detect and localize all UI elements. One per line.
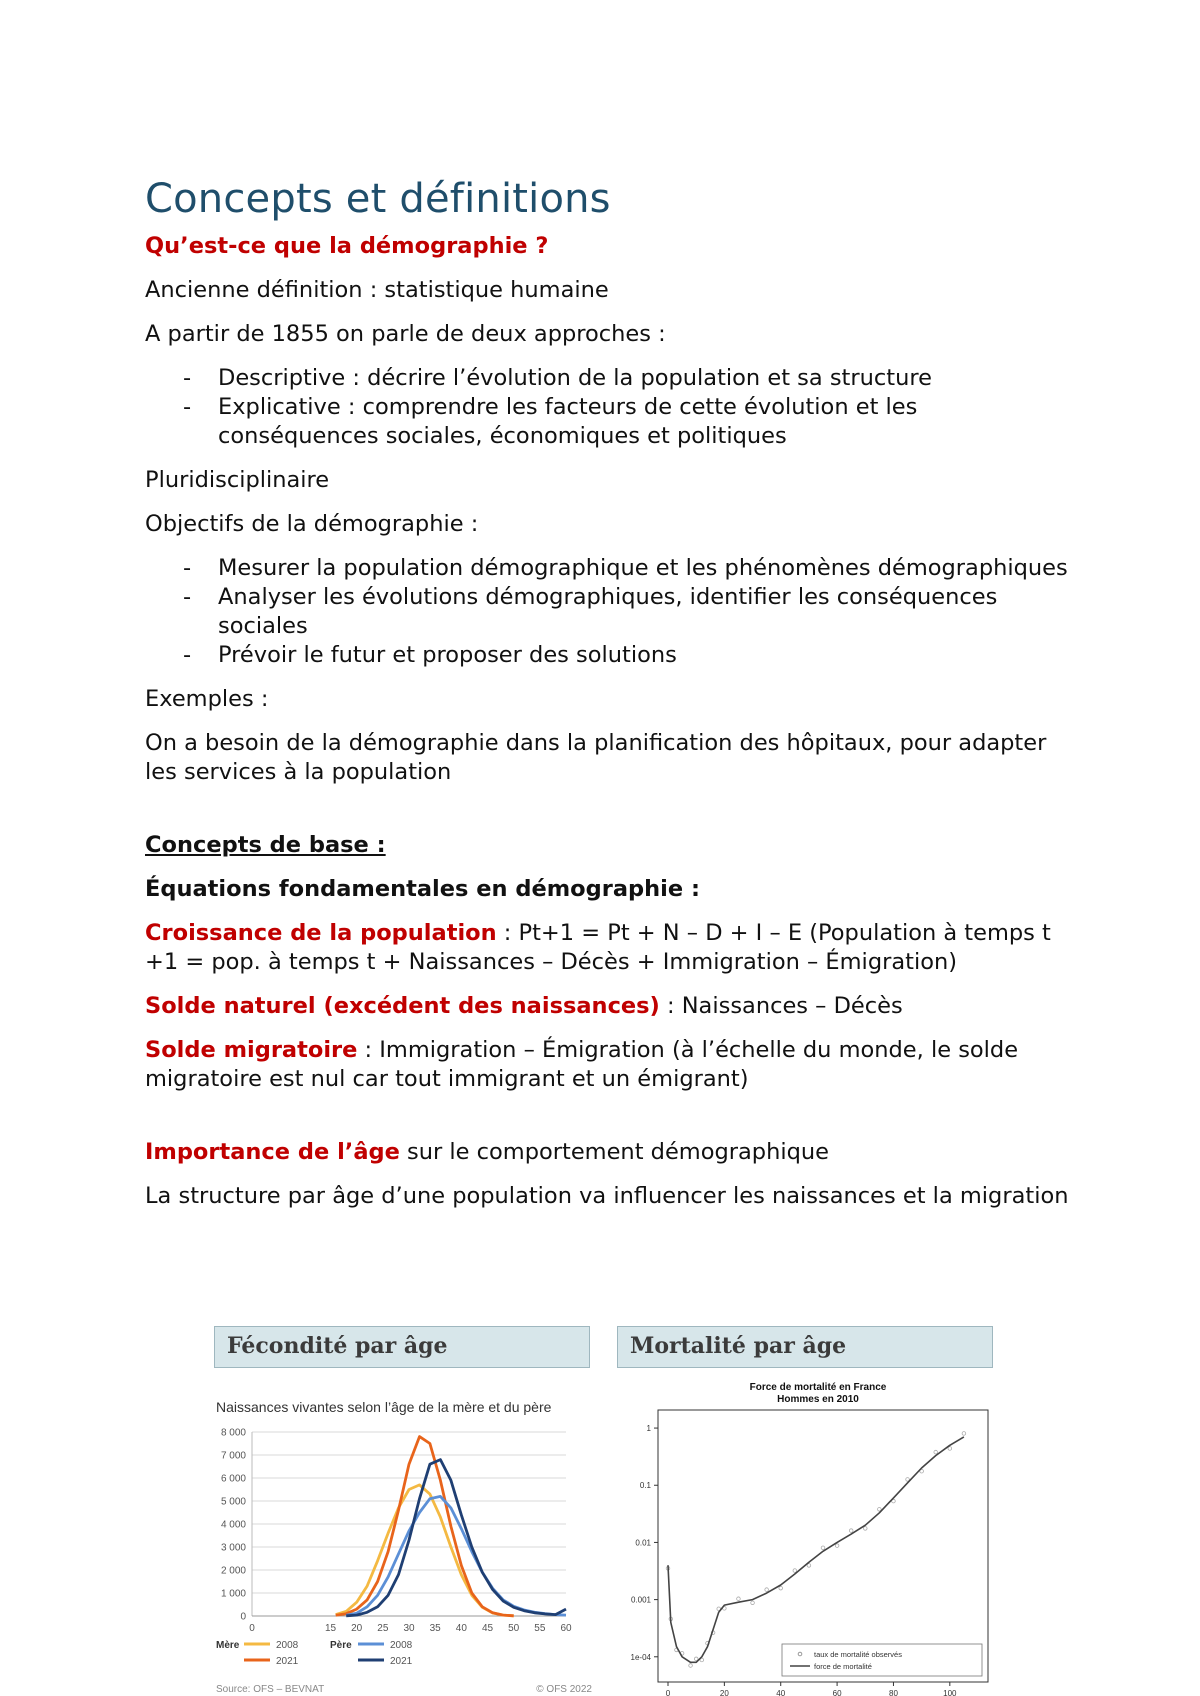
- legend-group-label: Père: [330, 1640, 352, 1651]
- x-tick-label: 25: [377, 1623, 389, 1634]
- fecundity-header: Fécondité par âge: [214, 1326, 590, 1368]
- observed-point: [779, 1586, 783, 1590]
- x-tick-label: 60: [560, 1623, 572, 1634]
- chart-title: Force de mortalité en France: [749, 1382, 887, 1393]
- mortality-header: Mortalité par âge: [617, 1326, 993, 1368]
- y-tick-label: 5 000: [220, 1496, 246, 1508]
- document-body: [145, 176, 1085, 1226]
- observed-point: [849, 1529, 853, 1533]
- objectives-intro: Objectifs de la démographie :: [145, 511, 479, 537]
- list-item: - Prévoir le futur et proposer des solutions: [145, 641, 1085, 670]
- legend-box: [782, 1644, 982, 1676]
- legend-group-label: Mère: [216, 1640, 240, 1651]
- legend-label: force de mortalité: [814, 1662, 872, 1671]
- x-tick-label: 30: [403, 1623, 415, 1634]
- approaches-list: [145, 364, 1085, 451]
- x-tick-label: 0: [665, 1689, 671, 1696]
- natural-definition: : Naissances – Décès: [659, 993, 903, 1019]
- legend-label: 2021: [390, 1656, 413, 1667]
- legend-label: taux de mortalité observés: [814, 1650, 902, 1659]
- legend-label: 2008: [390, 1640, 413, 1651]
- observed-point: [751, 1601, 755, 1605]
- x-tick-label: 15: [324, 1623, 337, 1634]
- y-tick-label: 1 000: [220, 1588, 246, 1600]
- objectives-list: [145, 554, 1085, 670]
- page-title: Concepts et définitions: [145, 176, 611, 222]
- x-tick-label: 40: [776, 1689, 786, 1696]
- section-heading-demography: Qu’est-ce que la démographie ?: [145, 233, 549, 259]
- natural-term: Solde naturel (excédent des naissances): [145, 993, 660, 1019]
- series-line: [668, 1437, 964, 1662]
- list-item: - Descriptive : décrire l’évolution de la population et sa structure: [145, 364, 1085, 393]
- y-tick-label: 0: [240, 1611, 246, 1623]
- y-tick-label: 0.01: [635, 1538, 651, 1548]
- observed-point: [821, 1546, 825, 1550]
- examples-label: Exemples :: [145, 686, 269, 712]
- observed-point: [934, 1450, 938, 1454]
- observed-point: [962, 1432, 966, 1436]
- y-tick-label: 1e-04: [630, 1652, 651, 1662]
- old-definition: Ancienne définition : statistique humaine: [145, 277, 609, 303]
- growth-paragraph: [145, 919, 1085, 977]
- chart-copyright: © OFS 2022: [536, 1684, 592, 1695]
- x-tick-label: 50: [508, 1623, 520, 1634]
- observed-point: [793, 1569, 797, 1573]
- x-tick-label: 20: [719, 1689, 729, 1696]
- pluridisciplinary: Pluridisciplinaire: [145, 467, 330, 493]
- migration-definition: : Immigration – Émigration (à l’échelle du monde, le solde migratoire est nul car tout immigrant et un émigrant): [145, 1037, 1019, 1092]
- mortality-chart: [622, 1376, 994, 1696]
- migration-term: Solde migratoire: [145, 1037, 358, 1063]
- chart-title: Hommes en 2010: [777, 1394, 859, 1405]
- age-paragraph: [145, 1138, 1085, 1167]
- fecundity-chart: [204, 1376, 594, 1696]
- y-tick-label: 8 000: [220, 1427, 246, 1439]
- age-definition: sur le comportement démographique: [399, 1139, 829, 1165]
- natural-paragraph: [145, 992, 1085, 1021]
- y-tick-label: 2 000: [220, 1565, 246, 1577]
- age-structure: La structure par âge d’une population va influencer les naissances et la migration: [145, 1183, 1069, 1209]
- legend-label: 2008: [276, 1640, 299, 1651]
- growth-term: Croissance de la population: [145, 920, 497, 946]
- chart-title: Naissances vivantes selon l’âge de la mère et du père: [216, 1399, 552, 1415]
- spacer: [145, 1109, 1085, 1138]
- series-line: [336, 1437, 514, 1616]
- section-heading-base-concepts: Concepts de base :: [145, 832, 386, 858]
- x-tick-label: 0: [249, 1623, 255, 1634]
- y-tick-label: 7 000: [220, 1450, 246, 1462]
- list-item: - Analyser les évolutions démographiques, identifier les conséquences sociales: [145, 583, 1085, 641]
- x-tick-label: 80: [889, 1689, 898, 1696]
- example-text: On a besoin de la démographie dans la planification des hôpitaux, pour adapter les services à la population: [145, 730, 1047, 785]
- approaches-intro: A partir de 1855 on parle de deux approches :: [145, 321, 666, 347]
- legend-label: 2021: [276, 1656, 299, 1667]
- observed-point: [765, 1588, 769, 1592]
- x-tick-label: 20: [351, 1623, 363, 1634]
- migration-paragraph: [145, 1036, 1085, 1094]
- y-tick-label: 6 000: [220, 1473, 246, 1485]
- y-tick-label: 1: [646, 1424, 651, 1434]
- list-item: - Explicative : comprendre les facteurs de cette évolution et les conséquences sociales, économiques et politiques: [145, 393, 1085, 451]
- list-item: - Mesurer la population démographique et les phénomènes démographiques: [145, 554, 1085, 583]
- y-tick-label: 3 000: [220, 1542, 246, 1554]
- chart-source: Source: OFS – BEVNAT: [216, 1684, 325, 1695]
- age-term: Importance de l’âge: [145, 1139, 400, 1165]
- spacer: [145, 802, 1085, 831]
- observed-point: [863, 1527, 867, 1531]
- x-tick-label: 55: [534, 1623, 546, 1634]
- equations-heading: Équations fondamentales en démographie :: [145, 876, 700, 902]
- observed-point: [737, 1597, 741, 1601]
- y-tick-label: 0.1: [639, 1481, 651, 1491]
- growth-definition: : Pt+1 = Pt + N – D + I – E (Population à temps t +1 = pop. à temps t + Naissances – Décès + Immigration – Émigration): [145, 920, 1051, 975]
- observed-point: [689, 1664, 693, 1668]
- x-tick-label: 100: [943, 1689, 957, 1696]
- y-tick-label: 0.001: [630, 1595, 651, 1605]
- x-tick-label: 40: [455, 1623, 467, 1634]
- x-tick-label: 45: [481, 1623, 494, 1634]
- x-tick-label: 35: [429, 1623, 441, 1634]
- y-tick-label: 4 000: [220, 1519, 246, 1531]
- x-tick-label: 60: [832, 1689, 842, 1696]
- observed-point: [835, 1544, 839, 1548]
